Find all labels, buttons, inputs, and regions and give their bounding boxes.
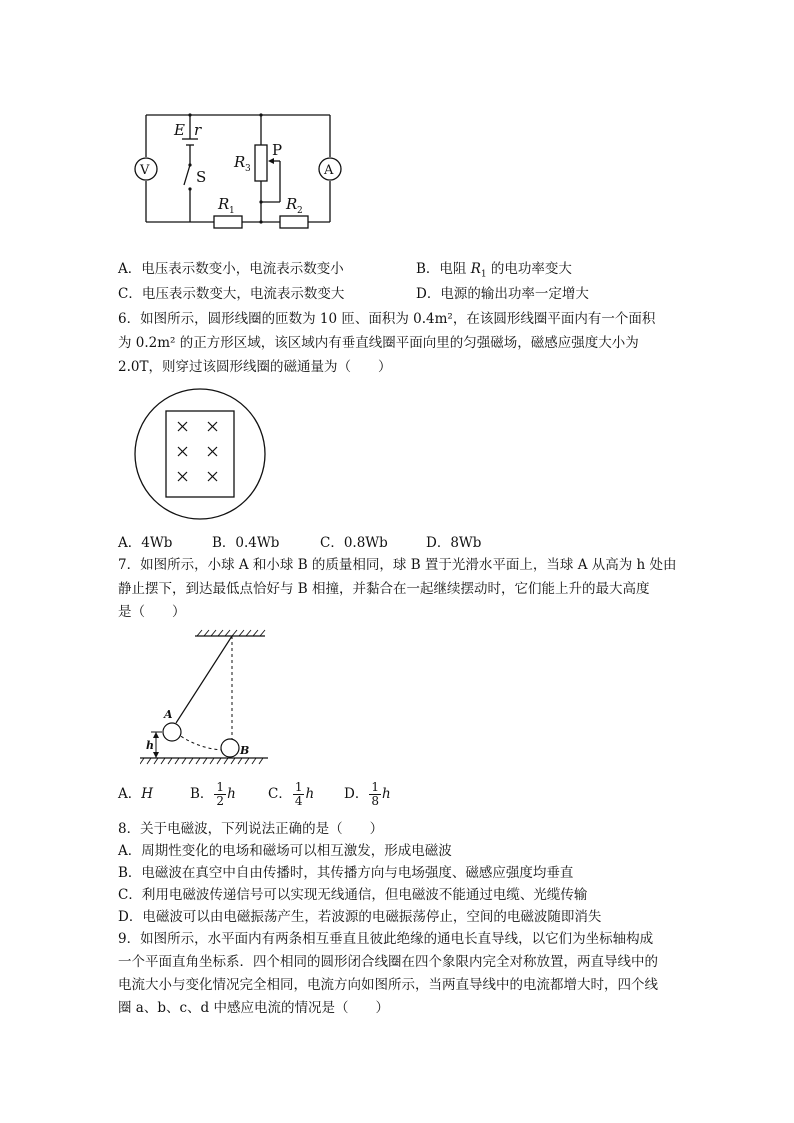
q9-stem-line4: 圈 a、b、c、d 中感应电流的情况是（ ） xyxy=(118,1000,389,1016)
field-cross-icon xyxy=(178,422,187,431)
q8-option-d: D．电磁波可以由电磁振荡产生，若波源的电磁振荡停止，空间的电磁波随即消失 xyxy=(118,909,602,925)
label-e: E xyxy=(174,121,185,139)
label-r: r xyxy=(194,121,202,139)
q7-stem-line2: 静止摆下，到达最低点恰好与 B 相撞，并黏合在一起继续摆动时，它们能上升的最大高度 xyxy=(118,581,650,597)
q6-option-c: C．0.8Wb xyxy=(320,535,388,551)
circuit-diagram xyxy=(130,105,360,235)
q7-option-c: C． $\frac{1}{4}$ h xyxy=(268,780,315,808)
q8-stem: 8．关于电磁波，下列说法正确的是（ ） xyxy=(118,821,384,837)
label-r1: R xyxy=(218,195,230,213)
label-p: P xyxy=(272,141,283,159)
q6-option-b: B．0.4Wb xyxy=(212,535,280,551)
q6-stem-line2: 为 0.2m² 的正方形区域，该区域内有垂直线圈平面向里的匀强磁场，磁感应强度大小为 xyxy=(118,335,639,351)
label-a: A xyxy=(324,163,334,178)
q8-option-c: C．利用电磁波传递信号可以实现无线通信，但电磁波不能通过电缆、光缆传输 xyxy=(118,887,588,903)
q6-stem-line3: 2.0T，则穿过该圆形线圈的磁通量为（ ） xyxy=(118,359,392,375)
field-cross-icon xyxy=(208,472,217,481)
label-r3-sub: 3 xyxy=(245,164,251,174)
label-r1-sub: 1 xyxy=(229,206,235,216)
q8-option-b: B．电磁波在真空中自由传播时，其传播方向与电场强度、磁感应强度均垂直 xyxy=(118,865,574,881)
q9-stem-line1: 9．如图所示，水平面内有两条相互垂直且彼此绝缘的通电长直导线，以它们为坐标轴构成 xyxy=(118,931,654,947)
field-cross-icon xyxy=(178,447,187,456)
q5-option-a: A．电压表示数变小，电流表示数变小 xyxy=(118,261,344,277)
label-height: h xyxy=(146,739,154,752)
q6-stem-line1: 6．如图所示，圆形线圈的匝数为 10 匝、面积为 0.4m²，在该圆形线圈平面内有一个面积 xyxy=(118,311,656,327)
q7-option-a: A．H xyxy=(118,786,154,802)
q9-stem-line3: 电流大小与变化情况完全相同，电流方向如图所示，当两直导线中的电流都增大时，四个线 xyxy=(118,977,658,993)
label-r2-sub: 2 xyxy=(297,206,303,216)
label-v: V xyxy=(140,163,150,178)
q5-option-c: C．电压表示数变大，电流表示数变大 xyxy=(118,286,345,302)
q7-option-b: B． $\frac{1}{2}$ h xyxy=(190,780,236,808)
label-r2: R xyxy=(286,195,298,213)
q7-stem-line3: 是（ ） xyxy=(118,604,186,620)
field-cross-icon xyxy=(178,472,187,481)
q6-option-a: A．4Wb xyxy=(118,535,173,551)
q7-option-d: D． $\frac{1}{8}$ h xyxy=(344,780,391,808)
label-ball-b: B xyxy=(240,744,250,757)
q9-stem-line2: 一个平面直角坐标系．四个相同的圆形闭合线圈在四个象限内完全对称放置，两直导线中的 xyxy=(118,954,658,970)
coil-diagram xyxy=(130,387,270,522)
field-cross-icon xyxy=(208,447,217,456)
q6-option-d: D．8Wb xyxy=(426,535,482,551)
q7-stem-line1: 7．如图所示，小球 A 和小球 B 的质量相同，球 B 置于光滑水平面上，当球 A 从高为 h 处由 xyxy=(118,557,677,573)
q5-option-b: B．电阻 $R_1$ 的电功率变大 xyxy=(416,261,572,280)
q5-option-d: D．电源的输出功率一定增大 xyxy=(416,286,589,302)
label-r3: R xyxy=(234,153,246,171)
q8-option-a: A．周期性变化的电场和磁场可以相互激发，形成电磁波 xyxy=(118,843,452,859)
label-s: S xyxy=(196,168,207,186)
pendulum-diagram xyxy=(140,628,275,768)
label-ball-a: A xyxy=(164,708,173,721)
field-cross-icon xyxy=(208,422,217,431)
